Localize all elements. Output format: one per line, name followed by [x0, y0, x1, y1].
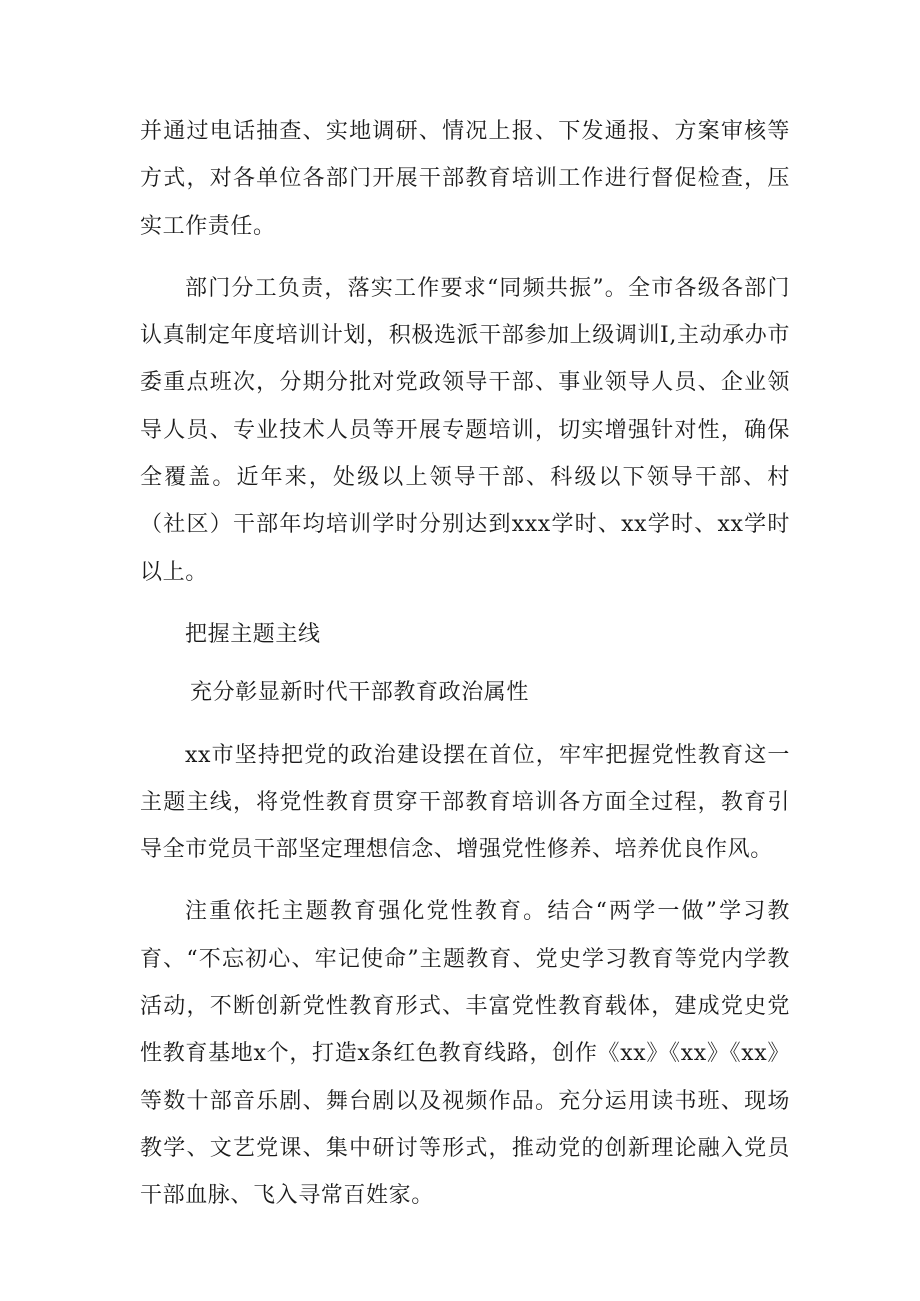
section-heading: 把握主题主线 — [185, 621, 321, 647]
paragraph-continuation: 并通过电话抽查、实地调研、情况上报、下发通报、方案审核等方式，对各单位各部门开展干部教育培训工作进行督促检查，压实工作责任。 — [140, 119, 790, 239]
document-body — [140, 108, 790, 1220]
paragraph-party-building: xx市坚持把党的政治建设摆在首位，牢牢把握党性教育这一主题主线，将党性教育贯穿干部教育培训各方面全过程，教育引导全市党员干部坚定理想信念、增强党性修养、培养优良作风。 — [140, 742, 790, 863]
section-subheading: 充分彰显新时代干部教育政治属性 — [190, 680, 530, 706]
paragraph-department-responsibility: 部门分工负责，落实工作要求“同频共振”。全市各级各部门认真制定年度培训计划，积极选派干部参加上级调训I,主动承办市委重点班次，分期分批对党政领导干部、事业领导人员、企业领导人员、专业技术人员等开展专题培训，切实增强针对性，确保全覆盖。近年来，处级以上领导干部、科级以下领导干部、村（社区）干部年均培训学时分别达到xxx学时、xx学时、xx学时以上。 — [140, 275, 790, 585]
paragraph-thematic-education: 注重依托主题教育强化党性教育。结合“两学一做”学习教育、“不忘初心、牢记使命”主题教育、党史学习教育等党内学教活动，不断创新党性教育形式、丰富党性教育载体，建成党史党性教育基地x个，打造x条红色教育线路，创作《xx》《xx》《xx》等数十部音乐剧、舞台剧以及视频作品。充分运用读书班、现场教学、文艺党课、集中研讨等形式，推动党的创新理论融入党员干部血脉、飞入寻常百姓家。 — [140, 899, 790, 1209]
